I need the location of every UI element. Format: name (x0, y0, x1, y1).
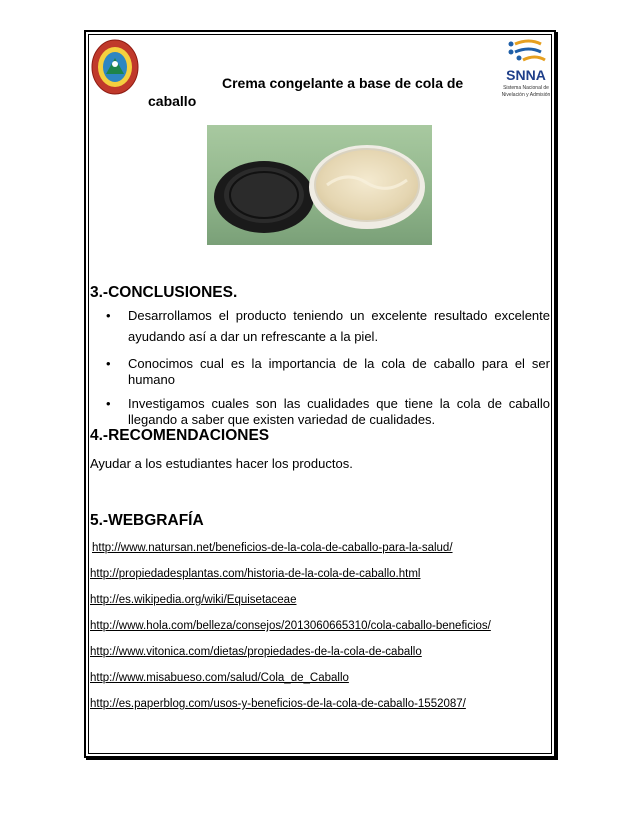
snna-logo (495, 36, 557, 108)
list-item-text: Desarrollamos el producto teniendo un excelente resultado excelente ayudando así a dar un refrescante a la piel. (128, 308, 550, 344)
reference-link[interactable]: http://www.hola.com/belleza/consejos/2013060665310/cola-caballo-beneficios/ (90, 620, 491, 632)
university-seal-logo (90, 38, 140, 96)
reference-link[interactable]: http://propiedadesplantas.com/historia-de-la-cola-de-caballo.html (90, 568, 421, 580)
bullet-icon: • (106, 356, 111, 371)
conclusions-list (100, 305, 550, 428)
reference-link[interactable]: http://www.misabueso.com/salud/Cola_de_Caballo (90, 672, 349, 684)
webography-links (90, 541, 491, 723)
recommendations-heading: 4.-RECOMENDACIONES (90, 427, 270, 444)
bullet-icon: • (106, 308, 111, 323)
webography-heading: 5.-WEBGRAFÍA (90, 512, 204, 529)
product-photo (207, 125, 432, 245)
list-item-text: Investigamos cuales son las cualidades que tiene la cola de caballo llegando a saber que existen variedad de cualidades. (128, 396, 550, 427)
reference-link[interactable]: http://es.paperblog.com/usos-y-beneficios-de-la-cola-de-caballo-1552087/ (90, 698, 466, 710)
reference-link[interactable]: http://www.natursan.net/beneficios-de-la-cola-de-caballo-para-la-salud/ (92, 542, 453, 554)
list-item (100, 305, 550, 347)
document-title-line2: caballo (148, 93, 197, 109)
conclusions-heading: 3.-CONCLUSIONES. (90, 284, 238, 301)
svg-text:Sistema Nacional de: Sistema Nacional de (503, 85, 549, 91)
list-item (100, 356, 550, 388)
recommendations-text: Ayudar a los estudiantes hacer los productos. (90, 456, 353, 471)
list-item-text: Conocimos cual es la importancia de la cola de caballo para el ser humano (128, 356, 550, 387)
bullet-icon: • (106, 396, 111, 411)
list-item (100, 396, 550, 428)
svg-text:Nivelación y Admisión: Nivelación y Admisión (501, 92, 551, 98)
svg-text:SNNA: SNNA (506, 67, 546, 83)
reference-link[interactable]: http://es.wikipedia.org/wiki/Equisetaceae (90, 594, 297, 606)
reference-link[interactable]: http://www.vitonica.com/dietas/propiedades-de-la-cola-de-caballo (90, 646, 422, 658)
document-title-line1: Crema congelante a base de cola de (222, 75, 464, 91)
